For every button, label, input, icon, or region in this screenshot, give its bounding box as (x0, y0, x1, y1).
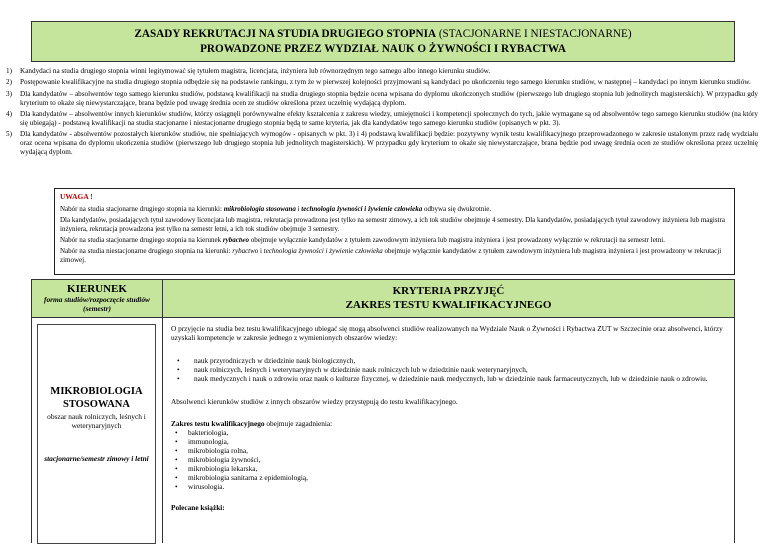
list-item: • mikrobiologia sanitarna z epidemiologią, (188, 474, 726, 483)
text-span: obejmuje wyłącznie kandydatów z tytułem zawodowym inżyniera lub magistra inżyniera i jest prowadzony w rekrutacji zimowej. (60, 247, 722, 264)
rule-number: 5) (6, 130, 12, 138)
table-header-criteria (163, 280, 734, 318)
rule-text: Dla kandydatów – absolwentów innych kierunków studiów, którzy osiągnęli porównywalne efekty kształcenia z zakresu wiedzy, umiejętności i kompetencji społecznych do tych, jakie wymagane są od absolwentów tego samego kierunku studiów (na który się ubiegają) - podstawą kwalifikacji na studia stacjonarne i niestacjonarne drugiego stopnia będą te same kryteria, jak dla kandydatów tego samego kierunku studiów (opisanych w pkt. 3). (20, 109, 758, 127)
text-span: i (295, 204, 302, 213)
attention-paragraph (60, 236, 729, 245)
list-item: • nauk medycznych i nauk o zdrowiu oraz nauk o kulturze fizycznej, w dziedzinie nauk medycznych, lub w dziedzinie nauk farmaceutycznych, lub w dziedzinie nauk o zdrowiu. (194, 375, 726, 384)
rules-list (6, 67, 758, 159)
rule-text: Dla kandydatów – absolwentów tego samego kierunku studiów, podstawą kwalifikacji na studia drugiego stopnia będzie ocena wpisana do dyplomu ukończonych studiów (pierwszego lub drugiego stopnia lub jednolitych magisterskich). W przypadku gdy kryterium to okaże się niewystarczające, brana będzie pod uwagę średnia ocen ze studiów określona przez uczelnię wydającą dyplom. (20, 89, 758, 107)
knowledge-areas-list (171, 357, 726, 384)
emphasis-span: rybactwo (222, 235, 249, 244)
italic-span: rybactwo (232, 247, 259, 256)
attention-box (54, 188, 735, 275)
rule-text: Dla kandydatów - absolwentów pozostałych kierunków studiów, nie spełniających wymogów - opisanych w pkt. 3) i 4) podstawą kwalifikacji będzie: pozytywny wynik testu kwalifikacyjnego przeprowadzonego w zakresie ustalonym przez radę wydziału oraz ocena wpisana do dyplomu ukończenia studiów (pierwszego lub drugiego stopnia lub jednolitych magisterskich). W przypadku gdy kryterium to okaże się niewystarczające, brana będzie pod uwagę średnia ocen ze studiów określona przez uczelnię wydającą dyplom. (20, 130, 758, 156)
header-kierunek-subtitle: forma studiów/rozpoczęcie studiów (semestr) (44, 295, 150, 313)
attention-paragraph (60, 247, 729, 264)
scope-heading (171, 420, 726, 429)
kierunek-inner-box (37, 324, 156, 544)
italic-span: technologia żywności i żywienie człowieka (263, 247, 383, 256)
list-item: • wirusologia. (188, 483, 726, 492)
criteria-cell (163, 318, 734, 543)
attention-heading: UWAGA ! (60, 192, 93, 201)
title-line-1 (32, 27, 734, 42)
list-item: • nauk przyrodniczych w dziedzinie nauk biologicznych, (194, 357, 726, 366)
rule-item (6, 90, 758, 108)
text-span: obejmuje wyłącznie kandydatów z tytułem zawodowym inżyniera lub magistra inżyniera i jest prowadzony wyłącznie w rekrutacji na semestr letni. (248, 235, 665, 244)
rule-item (6, 78, 758, 87)
list-item: • mikrobiologia żywności, (188, 456, 726, 465)
rule-number: 3) (6, 89, 12, 98)
rule-item (6, 67, 758, 76)
attention-paragraph (60, 205, 729, 214)
kierunek-area: obszar nauk rolniczych, leśnych i weterynaryjnych (47, 412, 146, 430)
topics-list (171, 429, 726, 491)
other-graduates-note: Absolwenci kierunków studiów z innych obszarów wiedzy przystępują do testu kwalifikacyjnego. (171, 396, 458, 406)
list-item: • mikrobiologia rolna, (188, 447, 726, 456)
text-span: Nabór na studia niestacjonarne drugiego stopnia na kierunki: (60, 247, 233, 256)
list-item: • immunologia, (188, 438, 726, 447)
list-item: • nauk rolniczych, leśnych i weterynaryjnych w dziedzinie nauk rolniczych lub w dziedzinie nauk weterynaryjnych, (194, 366, 726, 375)
rule-item (6, 110, 758, 128)
emphasis-span: technologia żywności i żywienie człowieka (301, 204, 423, 213)
list-item: • mikrobiologia lekarska, (188, 465, 726, 474)
kierunek-name: MIKROBIOLOGIA STOSOWANA (50, 386, 143, 410)
rule-number: 2) (6, 78, 12, 87)
title-box (31, 21, 735, 62)
kierunek-form: stacjonarne/semestr zimowy i letni (44, 454, 149, 463)
list-item: • bakteriologia, (188, 429, 726, 438)
rule-text: Kandydaci na studia drugiego stopnia winni legitymować się tytułem magistra, licencjata, inżyniera lub równorzędnym tego samego albo innego kierunku studiów. (20, 67, 491, 75)
rule-number: 1) (6, 67, 12, 75)
rule-number: 4) (6, 109, 12, 118)
rule-item (6, 130, 758, 157)
criteria-table (31, 279, 735, 543)
text-span: Nabór na studia stacjonarne drugiego stopnia na kierunek (60, 235, 223, 244)
kierunek-cell (32, 318, 163, 543)
title-bold: ZASADY REKRUTACJI NA STUDIA DRUGIEGO STOPNIA (134, 28, 437, 40)
criteria-intro: O przyjęcie na studia bez testu kwalifikacyjnego ubiegać się mogą absolwenci studiów realizowanych na Wydziale Nauk o Żywności i Rybactwa ZUT w Szczecinie oraz absolwenci, którzy uzyskali kompetencje w zakresie jednego z wymienionych obszarów wiedzy: (171, 324, 723, 342)
emphasis-span: mikrobiologia stosowana (223, 204, 296, 213)
title-line-2: PROWADZONE PRZEZ WYDZIAŁ NAUK O ŻYWNOŚCI I RYBACTWA (200, 43, 566, 55)
table-header-kierunek (32, 280, 163, 318)
scope-bold: Zakres testu kwalifikacyjnego (171, 419, 265, 429)
text-span: odbywa się dwukrotnie. (422, 204, 492, 213)
recommended-books-heading: Polecane książki: (171, 502, 225, 512)
text-span: Nabór na studia stacjonarne drugiego stopnia na kierunki: (60, 204, 224, 213)
text-span: i (258, 247, 264, 256)
attention-paragraph: Dla kandydatów, posiadających tytuł zawodowy licencjata lub magistra, rekrutacja prowadzona jest tylko na semestr zimowy, a ich tok studiów obejmuje 4 semestry. Dla kandydatów, posiadających tytuł zawodowy inżyniera lub magistra inżyniera, rekrutacja prowadzona jest tylko na semestr letni, a ich tok studiów obejmuje 3 semestry. (60, 215, 725, 233)
rule-text: Postępowanie kwalifikacyjne na studia drugiego stopnia odbędzie się na podstawie rankingu, z tym że w pierwszej kolejności przyjmowani są kandydaci po ukończeniu tego samego kierunku studiów, w następnej – kandydaci po innym kierunku studiów. (20, 78, 751, 87)
header-kierunek-title: KIERUNEK (67, 283, 127, 295)
scope-rest: obejmuje zagadnienia: (264, 419, 333, 429)
title-normal: (STACJONARNE I NIESTACJONARNE) (436, 28, 632, 40)
header-criteria-line-2: ZAKRES TESTU KWALIFIKACYJNEGO (345, 299, 552, 311)
header-criteria-line-1: KRYTERIA PRZYJĘĆ (392, 285, 505, 297)
